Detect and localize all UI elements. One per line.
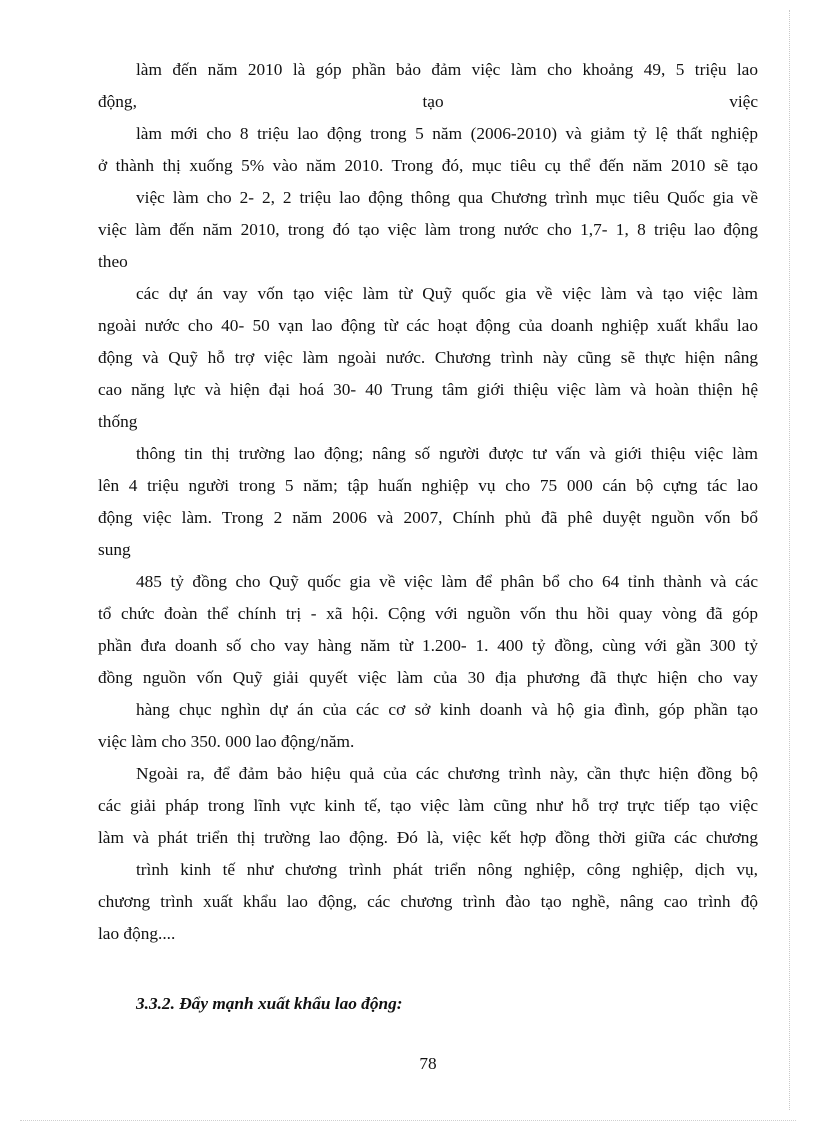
text-line: đồng nguồn vốn Quỹ giải quyết việc làm của 30 địa phương đã thực hiện cho vay <box>98 668 758 687</box>
text-line: sung <box>98 540 131 559</box>
text-line: hàng chục nghìn dự án của các cơ sở kinh doanh và hộ gia đình, góp phần tạo <box>136 700 758 719</box>
text-line: Ngoài ra, để đảm bảo hiệu quả của các chương trình này, cần thực hiện đồng bộ <box>136 764 758 783</box>
text-line: việc làm cho 2- 2, 2 triệu lao động thông qua Chương trình mục tiêu Quốc gia về <box>136 188 758 207</box>
text-line: phần đưa doanh số cho vay hàng năm từ 1.200- 1. 400 tỷ đồng, cùng với gần 300 tỷ <box>98 636 758 655</box>
page-bottom-border <box>20 1120 796 1121</box>
page-number: 78 <box>419 1054 437 1073</box>
text-line: động, tạo việc <box>98 92 758 111</box>
text-line: làm mới cho 8 triệu lao động trong 5 năm (2006-2010) và giảm tỷ lệ thất nghiệp <box>136 124 758 143</box>
text-line: thống <box>98 412 138 431</box>
text-line: ngoài nước cho 40- 50 vạn lao động từ các hoạt động của doanh nghiệp xuất khẩu lao <box>98 316 758 335</box>
text-line: thông tin thị trường lao động; nâng số người được tư vấn và giới thiệu việc làm <box>136 444 758 463</box>
text-line: lên 4 triệu người trong 5 năm; tập huấn nghiệp vụ cho 75 000 cán bộ cựng tác lao <box>98 476 758 495</box>
text-line: lao động.... <box>98 924 176 943</box>
text-line: làm đến năm 2010 là góp phần bảo đảm việc làm cho khoảng 49, 5 triệu lao <box>136 60 758 79</box>
text-line: chương trình xuất khẩu lao động, các chương trình đào tạo nghề, nâng cao trình độ <box>98 892 758 911</box>
text-line: tổ chức đoàn thể chính trị - xã hội. Cộng với nguồn vốn thu hồi quay vòng đã góp <box>98 604 758 623</box>
text-line: việc làm đến năm 2010, trong đó tạo việc làm trong nước cho 1,7- 1, 8 triệu lao động <box>98 220 758 239</box>
text-line: các dự án vay vốn tạo việc làm từ Quỹ quốc gia về việc làm và tạo việc làm <box>136 284 758 303</box>
text-line: việc làm cho 350. 000 lao động/năm. <box>98 732 355 751</box>
text-line: làm và phát triển thị trường lao động. Đó là, việc kết hợp đồng thời giữa các chương <box>98 828 758 847</box>
text-line: động việc làm. Trong 2 năm 2006 và 2007, Chính phủ đã phê duyệt nguồn vốn bổ <box>98 508 758 527</box>
text-line: trình kinh tế như chương trình phát triển nông nghiệp, công nghiệp, dịch vụ, <box>136 860 758 879</box>
text-line: cao năng lực và hiện đại hoá 30- 40 Trung tâm giới thiệu việc làm và hoàn thiện hệ <box>98 380 758 399</box>
text-line: theo <box>98 252 128 271</box>
text-line: ở thành thị xuống 5% vào năm 2010. Trong đó, mục tiêu cụ thể đến năm 2010 sẽ tạo <box>98 156 758 175</box>
text-line: 485 tỷ đồng cho Quỹ quốc gia về việc làm để phân bổ cho 64 tỉnh thành và các <box>136 572 758 591</box>
section-heading: 3.3.2. Đẩy mạnh xuất khẩu lao động: <box>136 994 403 1013</box>
page-right-border <box>789 10 790 1110</box>
text-line: các giải pháp trong lĩnh vực kinh tế, tạo việc làm cũng như hỗ trợ trực tiếp tạo việc <box>98 796 758 815</box>
text-line: động và Quỹ hỗ trợ việc làm ngoài nước. Chương trình này cũng sẽ thực hiện nâng <box>98 348 758 367</box>
